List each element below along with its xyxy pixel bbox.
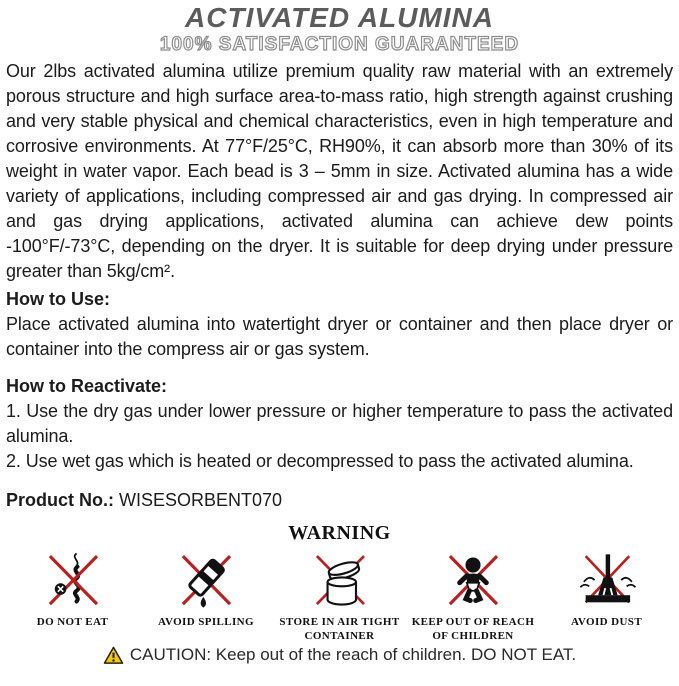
warning-label: AVOID DUST [570,616,643,628]
warning-label: STORE IN AIR TIGHT CONTAINER [279,616,400,642]
warning-label: KEEP OUT OF REACH OF CHILDREN [411,616,535,642]
caution-text: CAUTION: Keep out of the reach of children. DO NOT EAT. [129,645,577,664]
caution-footer [6,645,673,665]
product-number-line [6,488,673,513]
how-to-reactivate-section [6,374,673,474]
warning-icon-row [6,549,673,643]
warning-item-do-not-eat [6,549,139,643]
avoid-spilling-icon [170,549,242,613]
warning-heading: WARNING [288,522,391,544]
warning-item-airtight-container [273,549,406,643]
how-to-use-section [6,287,673,362]
reactivate-step-2: 2. Use wet gas which is heated or decompressed to pass the activated alumina. [6,451,634,471]
airtight-container-icon [304,549,376,613]
how-to-reactivate-heading: How to Reactivate: [6,376,168,396]
avoid-dust-icon [571,549,643,613]
reactivate-step-1: 1. Use the dry gas under lower pressure or higher temperature to pass the activated alumina. [6,401,673,446]
product-number-value: WISESORBENT070 [119,490,283,510]
how-to-use-body: Place activated alumina into watertight dryer or container and then place dryer or container into the compress air or gas system. [6,314,673,359]
warning-item-keep-from-children [407,549,540,643]
product-number-label: Product No.: [6,490,114,510]
page-title: ACTIVATED ALUMINA [185,2,494,33]
satisfaction-banner: 100% SATISFACTION GUARANTEED [159,34,520,55]
how-to-use-heading: How to Use: [6,289,111,309]
keep-from-children-icon [437,549,509,613]
do-not-eat-icon [37,549,109,613]
warning-label: DO NOT EAT [36,616,109,628]
product-description: Our 2lbs activated alumina utilize premium quality raw material with an extremely porous structure and high surface area-to-mass ratio, high strength against crushing and very stable physical and chemical characteristics, even in high temperature and corrosive environments. At 77°F/25°C, RH90%, it can absorb more than 30% of its weight in water vapor. Each bead is 3 – 5mm in size. Activated alumina has a wide variety of applications, including compressed air and gas drying. In compressed air and gas drying applications, activated alumina can achieve dew points -100°F/-73°C, depending on the dryer. It is suitable for deep drying under pressure greater than 5kg/cm². [6,61,673,281]
caution-triangle-icon [103,646,124,665]
warning-label: AVOID SPILLING [158,616,254,628]
warning-item-avoid-spilling [140,549,273,643]
warning-item-avoid-dust [540,549,673,643]
